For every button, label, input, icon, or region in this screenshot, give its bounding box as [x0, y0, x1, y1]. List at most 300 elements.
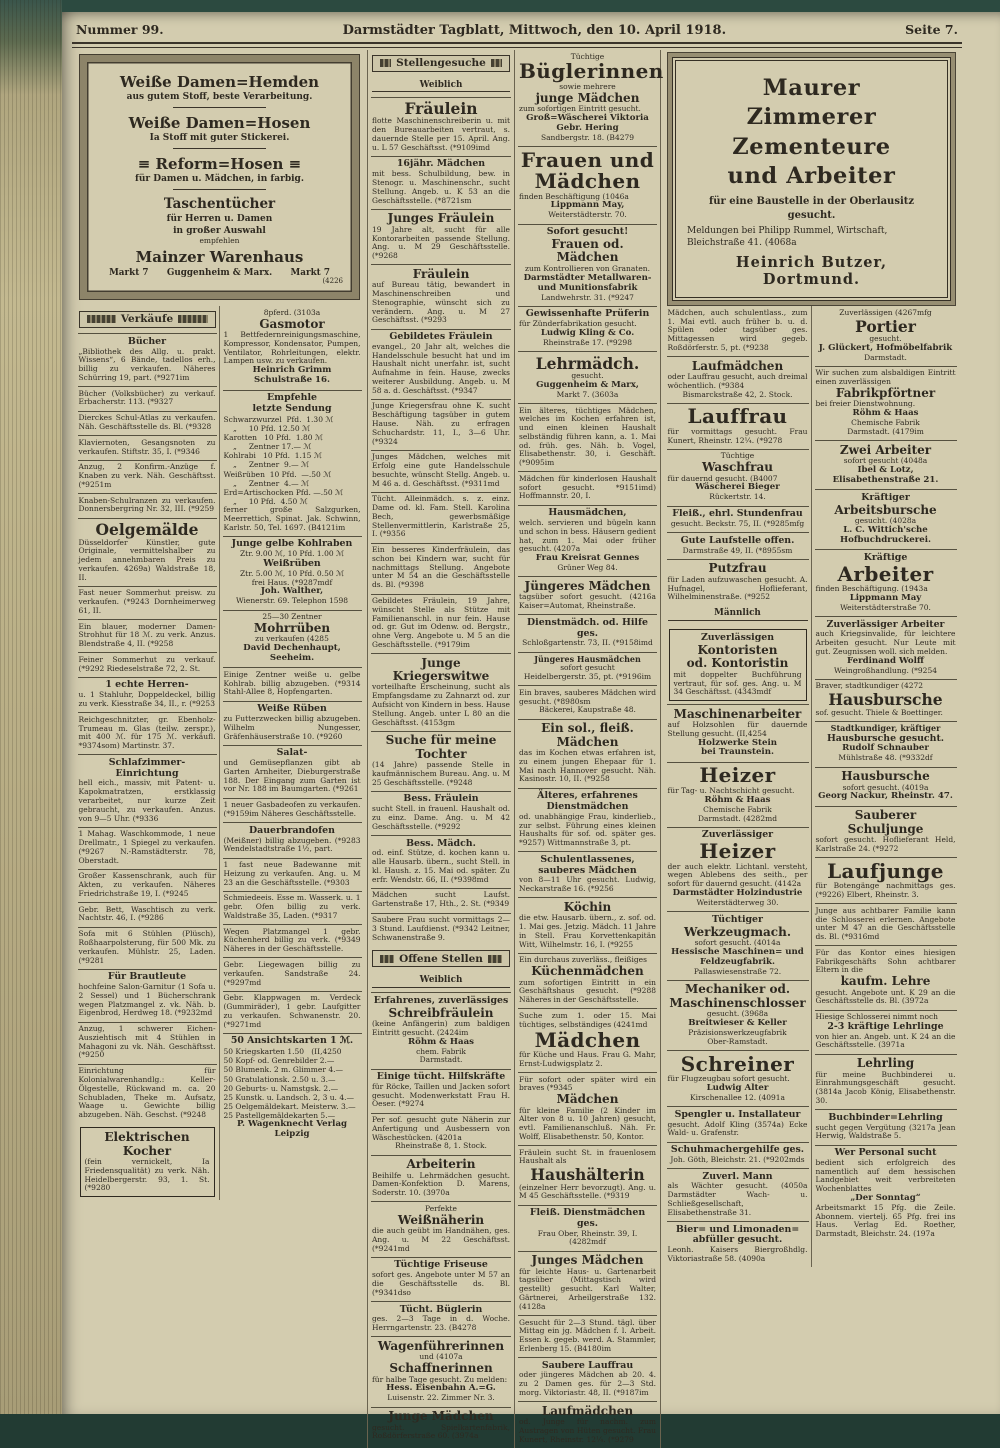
- ad-headline: Salat-: [276, 747, 308, 759]
- ad-text: Ztr. 5.00 ℳ, 10 Pfd. 0.50 ℳ: [239, 568, 345, 578]
- ad-text: von 8—11 Uhr gesucht. Ludwig, Neckarstraße 16. (*9256: [519, 875, 656, 894]
- ad: [371, 1301, 511, 1336]
- ad: [371, 653, 511, 731]
- ad: [518, 471, 657, 504]
- ad-text: evangel., 20 Jahr alt, welches die Handelsschule besucht hat und im Haushalt nicht unerfahr. ist, sucht Aufnahme in fein. Hause, zwecks weiterer Ausbildung. Angeb. u. M 58 a. d. Geschäftsst. (*9347: [372, 341, 510, 395]
- ad-divider: [173, 189, 267, 190]
- ad: [371, 543, 511, 594]
- ad-text: 20 Geburts- u. Namstgsk. 2.—: [223, 1083, 339, 1093]
- ad-text: Joh. Walther,: [260, 586, 324, 597]
- subsection-header: Männlich: [668, 608, 808, 621]
- ad-text: Stadtkundiger, kräftiger: [830, 723, 941, 734]
- ad: [371, 992, 511, 1068]
- verkaeufe-right-subcolumn: [219, 306, 364, 1200]
- right-right-subcolumn: [811, 306, 959, 1267]
- ad: [78, 827, 217, 869]
- ad: [371, 1113, 511, 1155]
- ad-text: Suche zum 1. oder 15. Mai tüchtiges, selbständiges (4241md: [519, 1010, 656, 1029]
- ad: [95, 154, 344, 195]
- ad-headline: Kräftige: [863, 551, 908, 563]
- ad-headline: Mädchen: [534, 1027, 641, 1052]
- ad-text: Präzisionswerkzeugfabrik: [688, 1028, 787, 1038]
- ad-text: sowie mehrere: [559, 81, 616, 91]
- ad-text: 1 Bettfedernreinigungsmaschine, Kompressor, Kondensator, Pumpen, Ventilator, Rohrleitungen, elektr. Lampen usw. zu verkaufen.: [223, 330, 361, 366]
- ad-text: u. 1 Stahluhr, Doppeldeckel, billig zu verk. Kiesstraße 34, II., r. (*9253: [78, 690, 216, 709]
- ad: [518, 953, 657, 1009]
- ad-headline: 50 Ansichtskarten 1 ℳ.: [230, 1035, 354, 1047]
- ad: [223, 798, 362, 823]
- maurer-butzer-ad: [672, 57, 951, 301]
- ad-headline: Bess. Mädch.: [406, 837, 476, 849]
- ad-headline: Heizer: [699, 839, 776, 864]
- ad-text: Wegen Platzmangel 1 gebr. Küchenherd billig zu verk. (*9349 Näheres in der Geschäftsstelle.: [223, 926, 361, 954]
- ad: [371, 791, 511, 835]
- ad-text: Junges Mädchen, welches mit Erfolg eine gute Handelsschule besuchte, wünscht Stellg. Angeb. u. M 46 a. d. Geschäftsst. (*9311md: [372, 452, 510, 488]
- ad: [518, 1357, 657, 1401]
- ad-headline: Kräftiger: [861, 491, 910, 503]
- ad-headline: Zuverlässiger Arbeiter: [826, 618, 945, 630]
- ad-headline: Tüchtiger: [712, 913, 763, 925]
- ad-text: 25—30 Zentner: [262, 612, 322, 622]
- ad-text: Hiesige Schlosserei nimmt noch: [815, 1012, 939, 1022]
- ad: [518, 1315, 657, 1357]
- ad-text: zu verkaufen (4285: [255, 634, 329, 644]
- ad-text: 50 Kopf- od. Genrebilder 2.—: [223, 1056, 335, 1066]
- ad-text: für Tag- u. Nachtschicht gesucht.: [667, 786, 795, 796]
- ad-text: (keine Anfängerin) zum baldigen Eintritt gesucht. (2424im: [372, 1019, 510, 1037]
- ad-text: für Zünderfabrikation gesucht.: [519, 319, 637, 329]
- ad-headline: Sauberer Schuljunge: [847, 808, 924, 836]
- ad-text: Schmiedeeis. Esse m. Wasserk. u. 1 gebr. Ofen billig zu verk. Waldstraße 35, Laden. (*9317: [223, 893, 361, 920]
- ad-text: (14 Jahre) passende Stelle in kaufmännischem Bureau. Ang. u. M 25 Geschäftsstelle. (*9248: [372, 760, 510, 787]
- ad-text: Ein besseres Kinderfräulein, das schon bei Kindern war, sucht für nachmittags Stellung. Angebote unter M 54 an die Geschäftsstelle ds. Bl. (*9398: [372, 545, 510, 590]
- ad: [95, 113, 344, 154]
- ad: [518, 146, 657, 224]
- ad-text: die auch geübt im Handnähen, ges. Ang. u. M 22 Geschäftsst. (*9241md: [372, 1226, 510, 1253]
- ad: [815, 903, 957, 945]
- ad-text: Weingroßhandlung. (*9254: [833, 665, 937, 675]
- ad: [371, 913, 511, 946]
- ad: [518, 788, 657, 852]
- ad-text: zu Futterzwecken billig abzugeben. Wilhelm Nungesser, Gräfenhäuserstraße 10. (*9260: [223, 714, 361, 741]
- ad-headline: Junge Kriegerswitwe: [392, 655, 490, 684]
- ad: [371, 888, 511, 913]
- ad-headline: Weiße Damen=Hosen: [128, 114, 311, 133]
- ad-text: Heinrich Grimm: [252, 365, 332, 376]
- ad-headline: Dienstmädch. od. Hilfe ges.: [527, 616, 648, 639]
- ad-headline: Empfehle: [267, 392, 317, 404]
- ad: [518, 851, 657, 897]
- ad: [371, 1069, 511, 1113]
- ad-headline: kaufm. Lehre: [840, 974, 931, 989]
- ad-text: aus gutem Stoff, beste Verarbeitung.: [126, 92, 313, 102]
- ad-text: J. Glückert, Hofmöbelfabrik: [818, 342, 953, 353]
- ad-text: (4226: [322, 276, 343, 285]
- ad-text: für Laden aufzuwaschen gesucht. A. Hufnagel, Hoflieferant, Wilhelminenstraße. (*9252: [667, 574, 808, 602]
- ad-text: „Der Sonntag“: [850, 1192, 921, 1203]
- ad-text: für leichte Haus- u. Gartenarbeit tagsüber (Mittagstisch wird gestellt) gesucht. Karl Walter, Gärtnerei, Arheilgerstraße 132. (4128a: [519, 1266, 656, 1311]
- ad-headline: Mainzer Warenhaus: [135, 247, 304, 266]
- ad-text: „ Zentner 9.— ℳ: [223, 460, 310, 470]
- ad: [371, 97, 511, 156]
- ad-text: gesucht.: [571, 371, 604, 381]
- ad-text: „Bibliothek des Allg. u. prakt. Wissens“, 6 Bände, tadellos erh., billig zu verkaufen. Näheres Schürring 19, part. (*9271im: [78, 346, 216, 382]
- ad-text: für dauernd gesucht. (B4007: [667, 473, 778, 483]
- book-page-edges: [0, 0, 62, 1414]
- ad-text: Röhm & Haas: [704, 794, 771, 805]
- ad-text: und (4107a: [419, 1352, 463, 1362]
- ad-headline: Junges Fräulein: [387, 211, 495, 226]
- ad-headline: Zwei Arbeiter: [839, 442, 932, 457]
- ad-text: Landwehrstr. 31. (*9247: [541, 292, 634, 302]
- classifieds-area: [72, 50, 962, 1444]
- ad: [667, 911, 809, 980]
- ad-text: Arbeitsmarkt 15 Pfg. die Zeile. Abonnem. viertelj. 65 Pfg. frei ins Haus. Verlag Ed. Roether, Darmstadt, Bleichstr. 24. (197a: [815, 1202, 956, 1239]
- ad: [686, 73, 937, 289]
- ad-headline: Lauffrau: [687, 404, 788, 429]
- ad: [518, 1401, 657, 1448]
- ad-text: sof. gesucht. Thiele & Boettinger.: [815, 707, 943, 717]
- ad-headline: Hausbursche: [828, 690, 943, 710]
- ad: [815, 1145, 957, 1243]
- ad-divider: [173, 107, 267, 108]
- subsection-header: Weiblich: [372, 80, 510, 93]
- ad-text: Luisenstr. 22. Zimmer Nr. 3.: [387, 1393, 495, 1403]
- ad-text: Darmstadt. (4282md: [697, 813, 778, 823]
- ad-text: Mädchen für kinderlosen Haushalt sofort gesucht. *9151imd) Hoffmannstr. 20, I.: [519, 473, 656, 501]
- ad-text: Groß=Wäscherei Viktoria: [526, 112, 649, 123]
- ad-headline: Oelgemälde: [95, 520, 199, 540]
- ad-text: Guggenheim & Marx,: [536, 379, 639, 390]
- ad-text: (fein vernickelt, Ia Friedensqualität) zu verk. Näh. Heidelbergerstr. 93, 1. St. (*9280: [84, 1157, 210, 1193]
- ad-text: Grüner Weg 84.: [557, 563, 618, 573]
- ad-headline: abfüller gesucht.: [692, 1234, 783, 1246]
- ad-text: Weiterstädterstr. 70.: [548, 210, 627, 220]
- ad-text: Ober-Ramstadt.: [707, 1036, 768, 1046]
- ad: [815, 616, 957, 679]
- ad-text: Ibel & Lotz, Elisabethenstraße 21.: [832, 464, 939, 485]
- ad-text: Joh. Göth, Bleichstr. 21. (*9202mds: [670, 1154, 805, 1164]
- ad-text: Einrichtung für Kolonialwarenhandlg.: Keller-Ölgestelle, Rückwand m. ca. 20 Schubladen, Theke m. Aufsatz, Waage u. Gewichte billig abzugeben. Näh. Geschst. (*9248: [78, 1066, 216, 1120]
- ad: [95, 247, 344, 287]
- ad-headline: Laufmädchen: [691, 358, 784, 373]
- ad-headline: od. Kontoristin: [686, 656, 789, 671]
- ad: [518, 1072, 657, 1145]
- ad: [78, 712, 217, 754]
- subsection-header: Weiblich: [372, 975, 510, 988]
- ad-text: Gebr. Klappwagen m. Verdeck (Gummiräder), 1 gebr. Laufgitter zu verkaufen. Schwanenstr. 20. (*9271md: [223, 993, 361, 1029]
- ad: [223, 610, 362, 668]
- ad: [518, 1145, 657, 1204]
- ad: [815, 366, 957, 440]
- ad-headline: Laufmädchen: [541, 1403, 634, 1418]
- ad-text: Darmstadt. (4179im: [847, 426, 924, 436]
- ad-headline: letzte Sendung: [252, 402, 332, 414]
- ad-text: Anzug, 2 Konfirm.-Anzüge f. Knaben zu verk. Näh. Geschäftsst. (*9251m: [78, 462, 216, 489]
- ad-text: auf Holzsohlen für dauernde Stellung gesucht. (II,4254: [667, 719, 808, 738]
- ad-headline: Gewissenhafte Prüferin: [525, 308, 650, 320]
- ad-text: welch. servieren und bügeln kann und schon in bess. Häusern gedient hat, zum 1. Mai oder früher gesucht. (4207a: [519, 518, 656, 554]
- ad-text: 50 Gratulationsk. 2.50 u. 3.—: [223, 1074, 336, 1084]
- ad: [371, 946, 511, 973]
- issue-number: Nummer 99.: [76, 22, 164, 37]
- ad: [518, 351, 657, 403]
- ad-headline: Gasmotor: [259, 316, 325, 331]
- header-rule: [72, 42, 962, 48]
- ad-text: Junge aus achtbarer Familie kann die Schlosserei erlernen. Angebote unter M 47 an die Geschäftsstelle ds. Bl. (*9316md: [815, 905, 956, 942]
- ad-text: Leonh. Kaisers Biergroßhdlg. Viktoriastraße 58. (4090a: [667, 1245, 808, 1263]
- ad-headline: Tücht. Büglerin: [399, 1303, 483, 1315]
- ad-text: sucht Stell. in frauenl. Haushalt od. zu einz. Dame. Ang. u. M 42 Geschäftsstelle. (*9292: [372, 804, 510, 831]
- ad-text: Tüchtige: [570, 51, 605, 61]
- ad-text: zum sofortigen Eintritt in ein Geschäftshaus gesucht. (*9288 Näheres in der Geschäftsstelle.: [519, 977, 656, 1005]
- ad: [815, 767, 957, 806]
- ad-text: Braver, stadtkundiger (4272: [815, 681, 924, 691]
- ad-text: „ Zentner 17.— ℳ: [223, 442, 312, 452]
- ad-text: Schwarzwurzel Pfd. 1.30 ℳ: [223, 414, 334, 424]
- ad-text: zum sofortigen Eintritt gesucht.: [519, 104, 641, 114]
- ad: [667, 1106, 809, 1141]
- ad-text: empfehlen: [199, 235, 240, 245]
- ad-headline: Jüngeres Mädchen: [524, 578, 651, 593]
- ad: [667, 980, 809, 1050]
- ad-headline: Haushälterin: [530, 1165, 645, 1185]
- ad-text: mit bess. Schulbildung, bew. in Stenogr. u. Maschinenschr., sucht Stellung. Angeb. u. K 53 an die Geschäftsstelle. (*8721sm: [372, 169, 510, 205]
- ad: [815, 857, 957, 903]
- ad-text: Einige Zentner weiße u. gelbe Kohlrab. billig abzugeben. (*9314 Stahl-Allee 8, Hopfengarten.: [223, 669, 361, 697]
- ad-text: für vormittags gesucht. Frau Kunert, Rheinstr. 12¼. (*9278: [667, 426, 808, 445]
- ad-text: mit doppelter Buchführung vertraut, für sof. ges. Ang. u. M 34 Geschäftsst. (4343mdf: [673, 669, 802, 697]
- ad-headline: Wer Personal sucht: [834, 1147, 937, 1159]
- ad-text: Mädchen sucht Laufst. Gartenstraße 17, Hth., 2. St. (*9349: [372, 890, 510, 909]
- ad-text: 25 Kunstk. u. Landsch. 2, 3 u. 4.—: [223, 1092, 354, 1102]
- ad-text: Ludwig Alter: [706, 1082, 769, 1093]
- ad: [78, 927, 217, 969]
- ad-headline: Zimmerer: [746, 104, 877, 131]
- ad-text: 19 Jahre alt, sucht für alle Kontorarbeiten passende Stellung. Ang. u. M 29 Geschäftsstelle. (*9268: [372, 224, 510, 261]
- ad-headline: Für Brautleute: [107, 971, 187, 983]
- ad-headline: Zuverl. Mann: [702, 1170, 773, 1182]
- ad-text: Kirschenallee 12. (4091a: [689, 1092, 786, 1102]
- ad-headline: 16jähr. Mädchen: [396, 158, 486, 170]
- ad: [667, 762, 809, 827]
- ad-text: Beihilfe u. Lehrmädchen gesucht. Damen-Konfektion D. Marens, Soderstr. 10. (3970a: [372, 1170, 510, 1198]
- ad-headline: Frauen und: [520, 147, 655, 172]
- ad: [667, 449, 809, 506]
- ad-text: Düsseldorfer Künstler, gute Originale, vermittelshalber zu jedem annehmbaren Preis zu verkaufen. 4269a) Waldstraße 18, II.: [78, 537, 216, 582]
- ad-text: sofort gesucht: [560, 663, 615, 673]
- ad: [78, 460, 217, 493]
- ad-headline: Arbeitsbursche: [834, 502, 937, 517]
- ad-text: ges. 2—3 Tage in d. Woche. Herrngartenstr. 23. (B4278: [372, 1314, 510, 1333]
- ad-text: Klaviernoten, Gesangsnoten zu verkaufen. Stiftstr. 35, I. (*9346: [78, 437, 216, 456]
- ad: [223, 891, 362, 924]
- verkaeufe-subcolumns: [75, 306, 364, 1200]
- ad-text: Gebr. Hering: [556, 122, 619, 133]
- ad: [78, 411, 217, 436]
- ad-text: Ein älteres, tüchtiges Mädchen, welches im Kochen erfahren ist, und einen kleinen Haushalt selbständig führen kann, a. 1. Mai od. früh. ges. Näh. b. Vogel, Elisabethenstr. 30, i. Geschäft. (*9095im: [519, 405, 656, 468]
- ad: [518, 50, 664, 146]
- ad-headline: Fleiß., ehrl. Stundenfrau: [672, 508, 803, 520]
- ad: [223, 306, 362, 389]
- ad-text: sucht gegen Vergütung (3217a Jean Herwig, Waldstraße 5.: [815, 1122, 956, 1141]
- ad: [667, 1050, 809, 1106]
- ad-text: Ein durchaus zuverläss., fleißiges: [519, 955, 647, 965]
- ad-text: Meldungen bei Philipp Rummel, Wirtschaft, Bleichstraße 41. (4068a: [687, 226, 888, 249]
- ad-headline: Einrichtung: [115, 767, 179, 779]
- ad-headline: junge Mädchen: [535, 90, 640, 105]
- ad-headline: Hausmädchen,: [548, 507, 627, 519]
- ad: [223, 536, 362, 610]
- ad-headline: Schreiner: [680, 1051, 795, 1076]
- ad-text: Bäckerei, Kaupstraße 48.: [539, 705, 636, 715]
- ad: [815, 721, 957, 767]
- ad-text: gesucht. Spielkartenfabrik, Roßdörferstraße 60. (3974a: [372, 1422, 510, 1441]
- masthead-title: Darmstädter Tagblatt, Mittwoch, den 10. April 1918.: [342, 23, 727, 38]
- ad-text: Holzwerke Stein: [698, 737, 777, 748]
- ad: [518, 614, 657, 651]
- ad-text: für Flugzeugbau sofort gesucht.: [667, 1074, 790, 1084]
- ad: [667, 506, 809, 533]
- ad-text: Fast neuer Sommerhut preisw. zu verkaufen. (*9243 Dornheimerweg 61, II.: [78, 588, 216, 615]
- ad-text: Wienerstr. 69. Telephon 1598: [235, 596, 349, 606]
- ad-text: 50 Blumenk. 2 m. Glimmer 4.—: [223, 1065, 343, 1075]
- ad-text: als Wächter gesucht. (4050a Darmstädter Wach- u. Schließgesellschaft, Elisabethenstraße 31.: [667, 1181, 808, 1217]
- ad-text: gesucht. (3968a: [706, 1009, 769, 1019]
- ad-text: Gesucht für 2—3 Stund. tägl. über Mittag ein jg. Mädchen f. l. Arbeit. Essen k. gegeb. werd. A. Stammler, Erlenberg 15. (B4180im: [519, 1317, 656, 1353]
- ad: [223, 701, 362, 745]
- ad-headline: Buchbinder=Lehrling: [828, 1111, 943, 1123]
- ad-text: Pallaswiesenstraße 72.: [693, 966, 782, 976]
- ad-text: gesucht. Angebote unt. K 29 an die Geschäftsstelle ds. Bl. (3972a: [815, 987, 956, 1006]
- ad-text: od. unabhängige Frau, kinderlieb., zur selbst. Führung eines kleinen Haushalts für sof. od. später ges. *9257) Wittmannstraße 3, pt.: [519, 811, 656, 848]
- ad-text: (Meißner) billig abzugeben. (*9283 Wendelstadtstraße 1½, part.: [223, 835, 361, 854]
- ad: [667, 306, 809, 356]
- ad: [223, 745, 362, 798]
- ad-text: Hessische Maschinen= und Feldzeugfabrik.: [671, 946, 804, 967]
- ad: [815, 549, 957, 616]
- ad-headline: Lehrmädch.: [535, 353, 640, 373]
- ad-text: für halbe Tage gesucht. Zu melden:: [372, 1374, 508, 1384]
- column-verkaeufe: [72, 50, 368, 1448]
- ad-headline: Putzfrau: [708, 561, 767, 576]
- ad-headline: Spengler u. Installateur: [674, 1108, 801, 1120]
- ad-text: Markt 7 Guggenheim & Marx. Markt 7: [109, 267, 330, 278]
- ad: [371, 731, 511, 791]
- ad: [223, 924, 362, 957]
- section-header: Offene Stellen: [372, 950, 510, 967]
- ad-text: (einzelner Herr bevorzugt). Ang. u. M 45 Geschäftsstelle. (*9319: [519, 1182, 656, 1201]
- ad-text: 50 Kriegskarten 1.50 (II,4250: [223, 1047, 342, 1057]
- ad-headline: Mädchen: [534, 169, 641, 194]
- ad-text: für eine Baustelle in der Oberlausitz gesucht.: [708, 196, 915, 221]
- ad: [223, 390, 362, 536]
- ad-headline: Weißnäherin: [397, 1212, 485, 1227]
- ad: [667, 827, 809, 911]
- ad-headline: Zuverlässigen: [700, 632, 775, 644]
- ad-text: Anzug, 1 schwerer Eichen-Ausziehtisch mit 4 Stühlen in Mahagoni zu vk. Näh. Geschäftsst. (*9250: [78, 1024, 216, 1060]
- ad: [815, 306, 957, 366]
- ad: [78, 306, 217, 333]
- ad: [518, 1251, 657, 1315]
- ad-text: auf Bureau tätig, bewandert in Maschinenschreiben und Stenographie, wünscht sich zu verändern. Ang. u. M 27 Geschäftsst. (*9293: [372, 280, 510, 325]
- ad-text: zum Kontrollieren von Granaten.: [525, 263, 650, 273]
- boxed-ad: [80, 1127, 215, 1197]
- ad-text: finden Beschäftigung (1046a: [519, 191, 629, 201]
- ad-text: Karotten 10 Pfd. 1.80 ℳ: [223, 432, 323, 442]
- ad-headline: Älteres, erfahrenes Dienstmädchen: [537, 790, 638, 812]
- ad-headline: Junges Mädchen: [531, 1253, 644, 1268]
- ad-text: Lippmann May,: [550, 200, 625, 211]
- column-offene-stellen-weiblich: [515, 50, 664, 1448]
- ad-text: Schulstraße 16.: [253, 375, 331, 386]
- ad-text: 8pferd. (3103a: [263, 307, 321, 317]
- ad-text: Wir suchen zum alsbaldigen Eintritt einen zuverlässigen: [815, 368, 956, 387]
- ad-headline: Heizer: [699, 763, 776, 788]
- ad-headline: Weiße Rüben: [257, 703, 327, 715]
- ad-headline: Mohrrüben: [253, 620, 331, 635]
- ad-headline: Fräulein: [412, 266, 470, 281]
- ad-text: Rudolf Schnauber: [842, 743, 929, 754]
- ad-text: Saubere Frau sucht vormittags 2—3 Stund. Laufdienst. (*9342 Leitner, Schwanenstraße 9.: [372, 915, 510, 942]
- ad-text: Perfekte: [425, 1203, 457, 1213]
- ad: [815, 440, 957, 489]
- ad: [78, 586, 217, 619]
- ad-text: Dierckes Schul-Atlas zu verkaufen. Näh. Geschäftsstelle ds. Bl. (*9328: [78, 413, 216, 432]
- ad-headline: Schuhmachergehilfe ges.: [670, 1144, 805, 1156]
- ad-text: „ 10 Pfd. 4.50 ℳ: [223, 496, 308, 506]
- ad: [815, 1010, 957, 1054]
- ad-text: Röhm & Haas: [407, 1036, 475, 1047]
- ad-headline: Schreibfräulein: [388, 1005, 494, 1020]
- newspaper-page: [62, 12, 1000, 1444]
- ad: [223, 858, 362, 891]
- verkaeufe-left-subcolumn: [75, 306, 219, 1200]
- ad-headline: und Arbeiter: [727, 162, 896, 189]
- ad: [78, 493, 217, 518]
- ad-headline: Gute Laufstelle offen.: [680, 534, 795, 546]
- ad-text: bei freier Dienstwohnung.: [815, 399, 916, 409]
- ad: [95, 195, 344, 246]
- ad-headline: Mechaniker od.: [684, 982, 791, 997]
- ad-text: Kohlrabi 10 Pfd. 1.15 ℳ: [223, 451, 322, 461]
- ad-text: der auch elektr. Lichtanl. versteht, wegen Ablebens des seith., per sofort für dauernd gesucht. (4142a: [667, 861, 808, 889]
- ad-text: Mühlstraße 48. (*9332df: [838, 753, 933, 763]
- ad-headline: Fleiß. Dienstmädchen ges.: [529, 1207, 646, 1229]
- section-header: Verkäufe: [79, 311, 216, 328]
- ad-text: sofort gesucht (4048a: [843, 456, 928, 466]
- ad: [371, 835, 511, 888]
- ad: [223, 1033, 362, 1144]
- ad-headline: Wagenführerinnen: [377, 1338, 505, 1353]
- ad-headline: ≡ Reform=Hosen ≡: [137, 155, 302, 174]
- ad-text: Ein braves, sauberes Mädchen wird gesucht. (*8980sm: [519, 687, 656, 706]
- ad-text: bedient sich erfolgreich des namentlich auf dem hessischen Landgebiet weit verbreiteten Wochenblattes: [815, 1157, 956, 1194]
- ad-text: Darmstädter Holzindustrie: [672, 888, 803, 899]
- ad-text: Frau Kreisrat Gennes: [535, 553, 640, 564]
- ad-text: „ 10 Pfd. 12.50 ℳ: [223, 423, 311, 433]
- ad-text: Lippmann May: [849, 592, 922, 603]
- ad: [223, 822, 362, 857]
- ad: [78, 1064, 217, 1124]
- ad-headline: Weißrüben: [263, 557, 321, 569]
- ad-text: die etw. Hausarb. übern., z. sof. od. 1. Mai ges. Jetzig. Mädch. 11 Jahre in Stell. Frau Korvettenkapitän Witt, Wilhelmstr. 16, I. (*9255: [519, 913, 656, 949]
- ad-headline: Junge gelbe Kohlraben: [231, 538, 353, 550]
- ad: [815, 489, 957, 549]
- ad-text: Ein blauer, moderner Damen-Strohhut für 18 ℳ. zu verk. Anzus. Blendstraße 4, II. (*9258: [78, 621, 216, 649]
- ad-text: Zuverlässigen (4267mfg: [839, 307, 932, 317]
- ad: [371, 450, 511, 492]
